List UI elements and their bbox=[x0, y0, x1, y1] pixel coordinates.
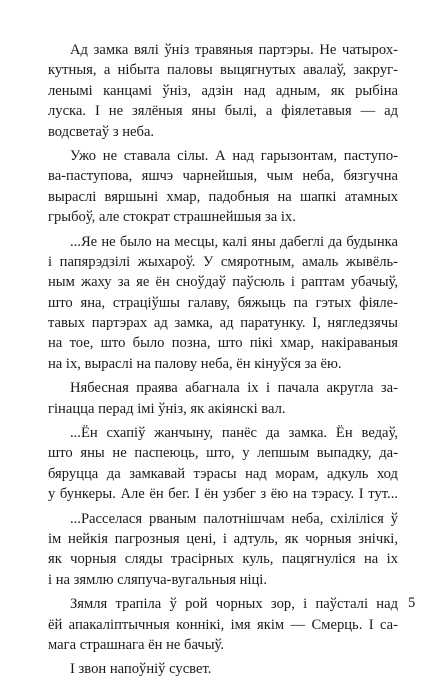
text-line: мага страшнага ён не бачыў. bbox=[48, 636, 224, 653]
text-line: Нябесная праява абагнала іх і пачала акругла за- bbox=[70, 380, 398, 397]
text-line: бяруцца да замкавай тэрасы над морам, адкуль ход bbox=[48, 465, 398, 482]
page-number: 5 bbox=[408, 595, 416, 611]
text-line: што яны не паспеюць, што, у лепшым выпадку, да- bbox=[48, 445, 398, 462]
text-line: ленымі канцамі ўніз, адзін над адным, як рыбіна bbox=[48, 82, 398, 99]
text-line: выраслі вяршыні хмар, падобныя на шапкі атамных bbox=[48, 188, 398, 205]
paragraph-2 bbox=[48, 146, 398, 228]
text-line: ным жаху за яе ён сноўдаў паўсюль і раптам убачыў, bbox=[48, 274, 398, 291]
text-line: ...Яе не было на месцы, калі яны дабеглі да будынка bbox=[70, 233, 398, 250]
text-line: луска. І не зялёныя яны былі, а фіялетавыя — ад bbox=[48, 103, 398, 120]
text-line: і папярэдзілі жыхароў. У смяротным, амаль жывёль- bbox=[48, 253, 398, 270]
text-line: што яна, страціўшы галаву, бяжыць па гэтых фіяле- bbox=[48, 294, 398, 311]
text-line: грыбоў, але стократ страшнейшыя за іх. bbox=[48, 209, 296, 226]
text-line: гінацца перад імі ўніз, як акіянскі вал. bbox=[48, 400, 286, 417]
book-page-text bbox=[48, 40, 398, 680]
text-line: і на зямлю сляпуча-вугальныя ніці. bbox=[48, 571, 268, 588]
text-line: кутныя, а нібыта паловы выцягнутых авалаў, закруг- bbox=[48, 62, 398, 79]
paragraph-3 bbox=[48, 232, 398, 375]
text-line: ...Расселася рваным палотнішчам неба, схіліліся ў bbox=[70, 510, 398, 527]
paragraph-5 bbox=[48, 423, 398, 505]
paragraph-4 bbox=[48, 378, 398, 419]
text-line: ...Ён схапіў жанчыну, панёс да замка. Ён ведаў, bbox=[70, 425, 398, 442]
text-line: ім нейкія пагрозныя цені, і адтуль, як чорныя знічкі, bbox=[48, 530, 398, 547]
text-line: Ад замка вялі ўніз травяныя партэры. Не чатырох- bbox=[70, 42, 398, 58]
text-line: водсветаў з неба. bbox=[48, 123, 155, 140]
text-line: І звон напоўніў сусвет. bbox=[70, 661, 212, 678]
text-line: на тое, што было позна, што пікі хмар, накіраваныя bbox=[48, 335, 398, 352]
paragraph-6 bbox=[48, 509, 398, 591]
text-line: ва-паступова, яшчэ чарнейшыя, чым неба, бязгучна bbox=[48, 168, 398, 185]
text-line: Ужо не ставала сілы. А над гарызонтам, паступо- bbox=[70, 147, 398, 164]
paragraph-8 bbox=[48, 659, 398, 679]
text-line: як чорныя сляды трасірных куль, пацягнуліся на іх bbox=[48, 551, 398, 568]
text-line: тавых партэрах ад замка, ад паратунку. І, нягледзячы bbox=[48, 315, 398, 332]
text-line: Зямля трапіла ў рой чорных зор, і паўсталі над bbox=[70, 596, 398, 613]
text-line: у бункеры. Але ён бег. І ён узбег з ёю на тэрасу. І тут... bbox=[48, 486, 398, 503]
paragraph-7 bbox=[48, 594, 398, 655]
text-line: ёй апакаліптычныя коннікі, імя якім — Смерць. І са- bbox=[48, 616, 398, 633]
paragraph-1 bbox=[48, 40, 398, 142]
text-line: на іх, выраслі на палову неба, ён кінуўся за ёю. bbox=[48, 355, 342, 372]
